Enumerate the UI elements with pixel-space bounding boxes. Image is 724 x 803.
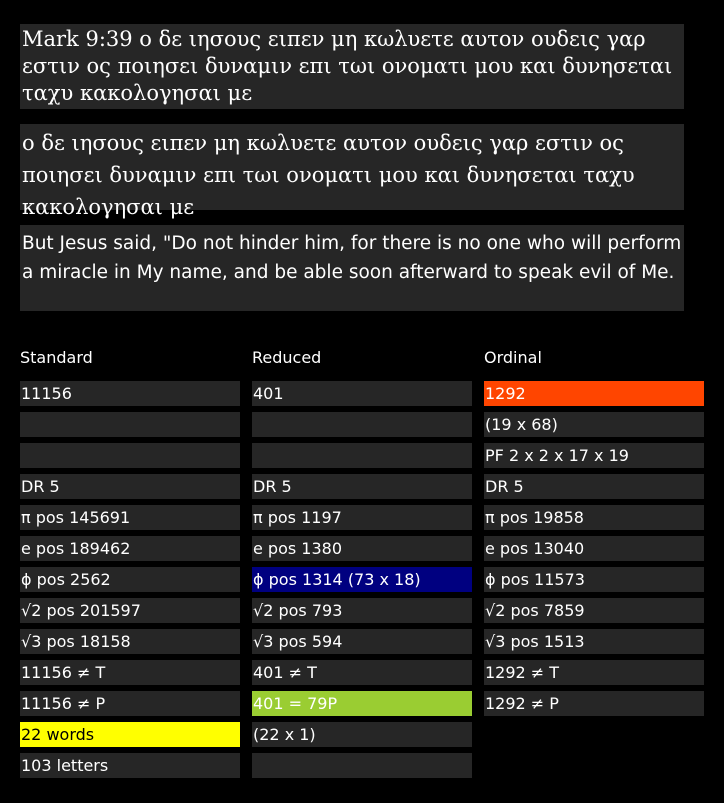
- greek-text: ο δε ιησους ειπεν μη κωλυετε αυτον ουδεις γαρ εστιν ος ποιησει δυναμιν επι τωι ονοματι μου και δυνησεται ταχυ κακολογησαι με: [22, 131, 635, 219]
- ordinal-e-pos: e pos 13040: [484, 536, 704, 561]
- standard-column: [20, 344, 240, 784]
- reduced-e-pos: e pos 1380: [252, 536, 472, 561]
- reduced-prime: 401 = 79P: [252, 691, 472, 716]
- ordinal-phi-pos: ϕ pos 11573: [484, 567, 704, 592]
- ordinal-pi-pos: π pos 19858: [484, 505, 704, 530]
- verse-text: Mark 9:39 ο δε ιησους ειπεν μη κωλυετε αυτον ουδεις γαρ εστιν ος ποιησει δυναμιν επι τωι ονοματι μου και δυνησεται ταχυ κακολογησαι με: [22, 27, 673, 105]
- standard-word-count: 22 words: [20, 722, 240, 747]
- standard-empty-cell: [20, 443, 240, 468]
- verse-panel: [20, 24, 684, 109]
- standard-pi-pos: π pos 145691: [20, 505, 240, 530]
- ordinal-factor: (19 x 68): [484, 412, 704, 437]
- ordinal-value: 1292: [484, 381, 704, 406]
- reduced-word-factor: (22 x 1): [252, 722, 472, 747]
- reduced-triangular: 401 ≠ T: [252, 660, 472, 685]
- reduced-phi-pos: ϕ pos 1314 (73 x 18): [252, 567, 472, 592]
- ordinal-sqrt3-pos: √3 pos 1513: [484, 629, 704, 654]
- ordinal-prime-factors: PF 2 x 2 x 17 x 19: [484, 443, 704, 468]
- reduced-digital-root: DR 5: [252, 474, 472, 499]
- standard-digital-root: DR 5: [20, 474, 240, 499]
- standard-prime: 11156 ≠ P: [20, 691, 240, 716]
- reduced-empty-cell: [252, 753, 472, 778]
- reduced-empty-cell: [252, 412, 472, 437]
- reduced-empty-cell: [252, 443, 472, 468]
- reduced-sqrt3-pos: √3 pos 594: [252, 629, 472, 654]
- greek-panel: [20, 124, 684, 219]
- english-text: But Jesus said, "Do not hinder him, for there is no one who will perform a miracle in My name, and be able soon afterward to speak evil of Me.: [22, 233, 682, 283]
- standard-phi-pos: ϕ pos 2562: [20, 567, 240, 592]
- standard-triangular: 11156 ≠ T: [20, 660, 240, 685]
- standard-e-pos: e pos 189462: [20, 536, 240, 561]
- reduced-sqrt2-pos: √2 pos 793: [252, 598, 472, 623]
- standard-value: 11156: [20, 381, 240, 406]
- ordinal-sqrt2-pos: √2 pos 7859: [484, 598, 704, 623]
- ordinal-prime: 1292 ≠ P: [484, 691, 704, 716]
- standard-sqrt2-pos: √2 pos 201597: [20, 598, 240, 623]
- standard-sqrt3-pos: √3 pos 18158: [20, 629, 240, 654]
- ordinal-header: Ordinal: [484, 348, 542, 367]
- reduced-header: Reduced: [252, 348, 322, 367]
- reduced-column: [252, 344, 472, 784]
- reduced-pi-pos: π pos 1197: [252, 505, 472, 530]
- ordinal-digital-root: DR 5: [484, 474, 704, 499]
- ordinal-triangular: 1292 ≠ T: [484, 660, 704, 685]
- ordinal-column: [484, 344, 704, 722]
- reduced-value: 401: [252, 381, 472, 406]
- standard-empty-cell: [20, 412, 240, 437]
- english-panel: [20, 225, 684, 311]
- standard-header: Standard: [20, 348, 93, 367]
- standard-letter-count: 103 letters: [20, 753, 240, 778]
